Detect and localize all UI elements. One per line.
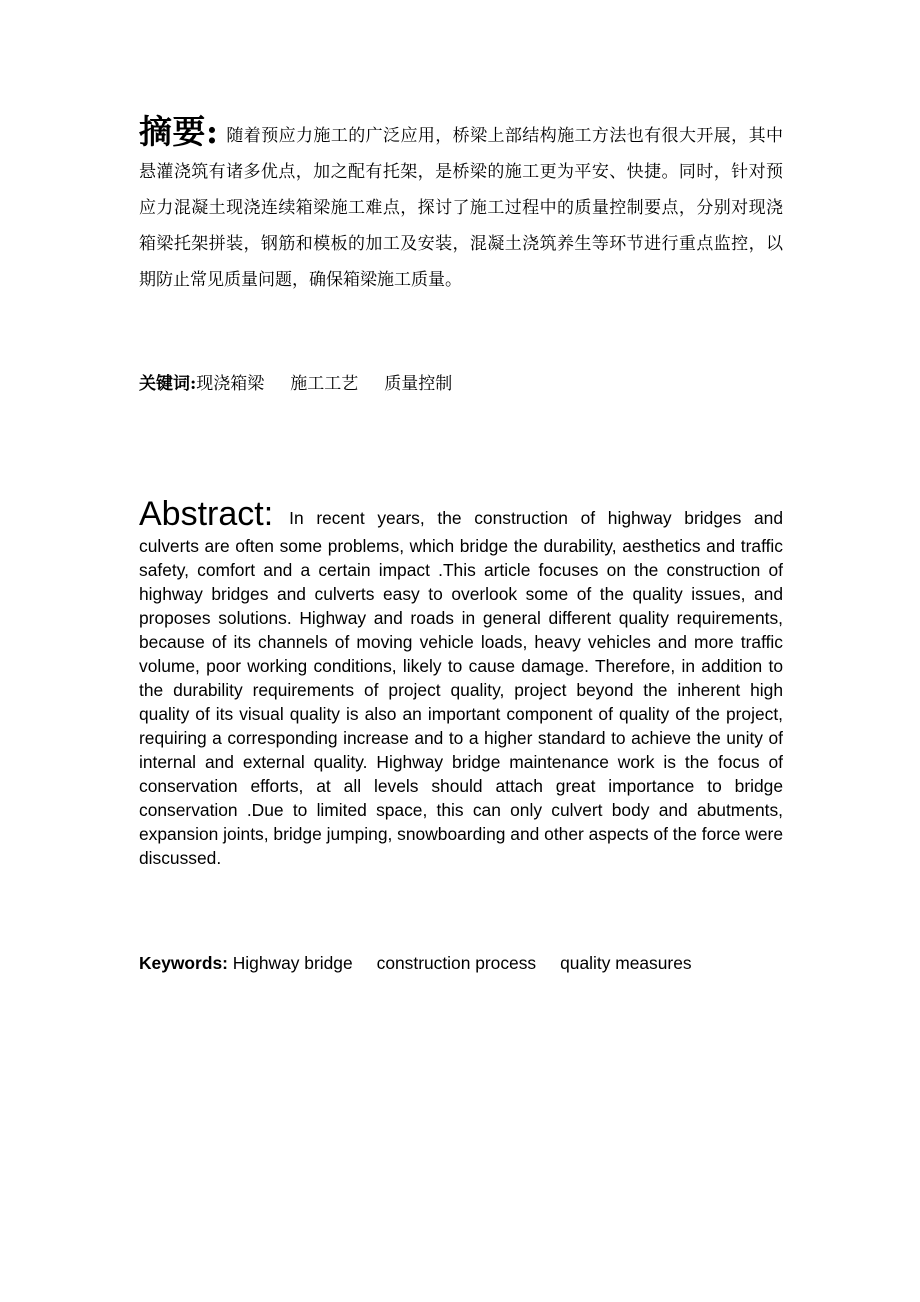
english-keyword-1: Highway bridge [232, 953, 353, 973]
chinese-abstract-heading: 摘要: [139, 112, 218, 151]
english-abstract-heading: Abstract: [139, 495, 274, 533]
english-keywords-label: Keywords: [139, 953, 228, 973]
chinese-keyword-1: 现浇箱梁 [196, 374, 265, 394]
chinese-keywords [139, 370, 478, 398]
chinese-abstract [139, 114, 783, 298]
english-keyword-2: construction process [376, 953, 537, 973]
english-abstract-body: In recent years, the construction of highway bridges and culverts are often some problems, which bridge the durability, aesthetics and traffic safety, comfort and a certain impact .This article focuses on the construction of highway bridges and culverts easy to overlook some of the quality issues, and proposes solutions. Highway and roads in general different quality requirements, because of its channels of moving vehicle loads, heavy vehicles and more traffic volume, poor working conditions, likely to cause damage. Therefore, in addition to the durability requirements of project quality, project beyond the inherent high quality of its visual quality is also an important component of quality of the project, requiring a corresponding increase and to a higher standard to achieve the unity of internal and external quality. Highway bridge maintenance work is the focus of conservation efforts, at all levels should attach great importance to bridge conservation .Due to limited space, this can only culvert body and abutments, expansion joints, bridge jumping, snowboarding and other aspects of the force were discussed. [139, 508, 783, 868]
chinese-abstract-body: 随着预应力施工的广泛应用，桥梁上部结构施工方法也有很大开展，其中悬灌浇筑有诸多优点，加之配有托架，是桥梁的施工更为平安、快捷。同时，针对预应力混凝土现浇连续箱梁施工难点，探讨了施工过程中的质量控制要点，分别对现浇箱梁托架拼装，钢筋和模板的加工及安装，混凝土浇筑养生等环节进行重点监控，以期防止常见质量问题，确保箱梁施工质量。 [139, 126, 783, 290]
chinese-keyword-2: 施工工艺 [290, 374, 359, 394]
chinese-keyword-3: 质量控制 [384, 374, 453, 394]
english-keyword-3: quality measures [560, 953, 692, 973]
english-keywords [139, 950, 716, 976]
english-abstract [139, 494, 783, 870]
chinese-keywords-label: 关键词: [139, 374, 197, 394]
